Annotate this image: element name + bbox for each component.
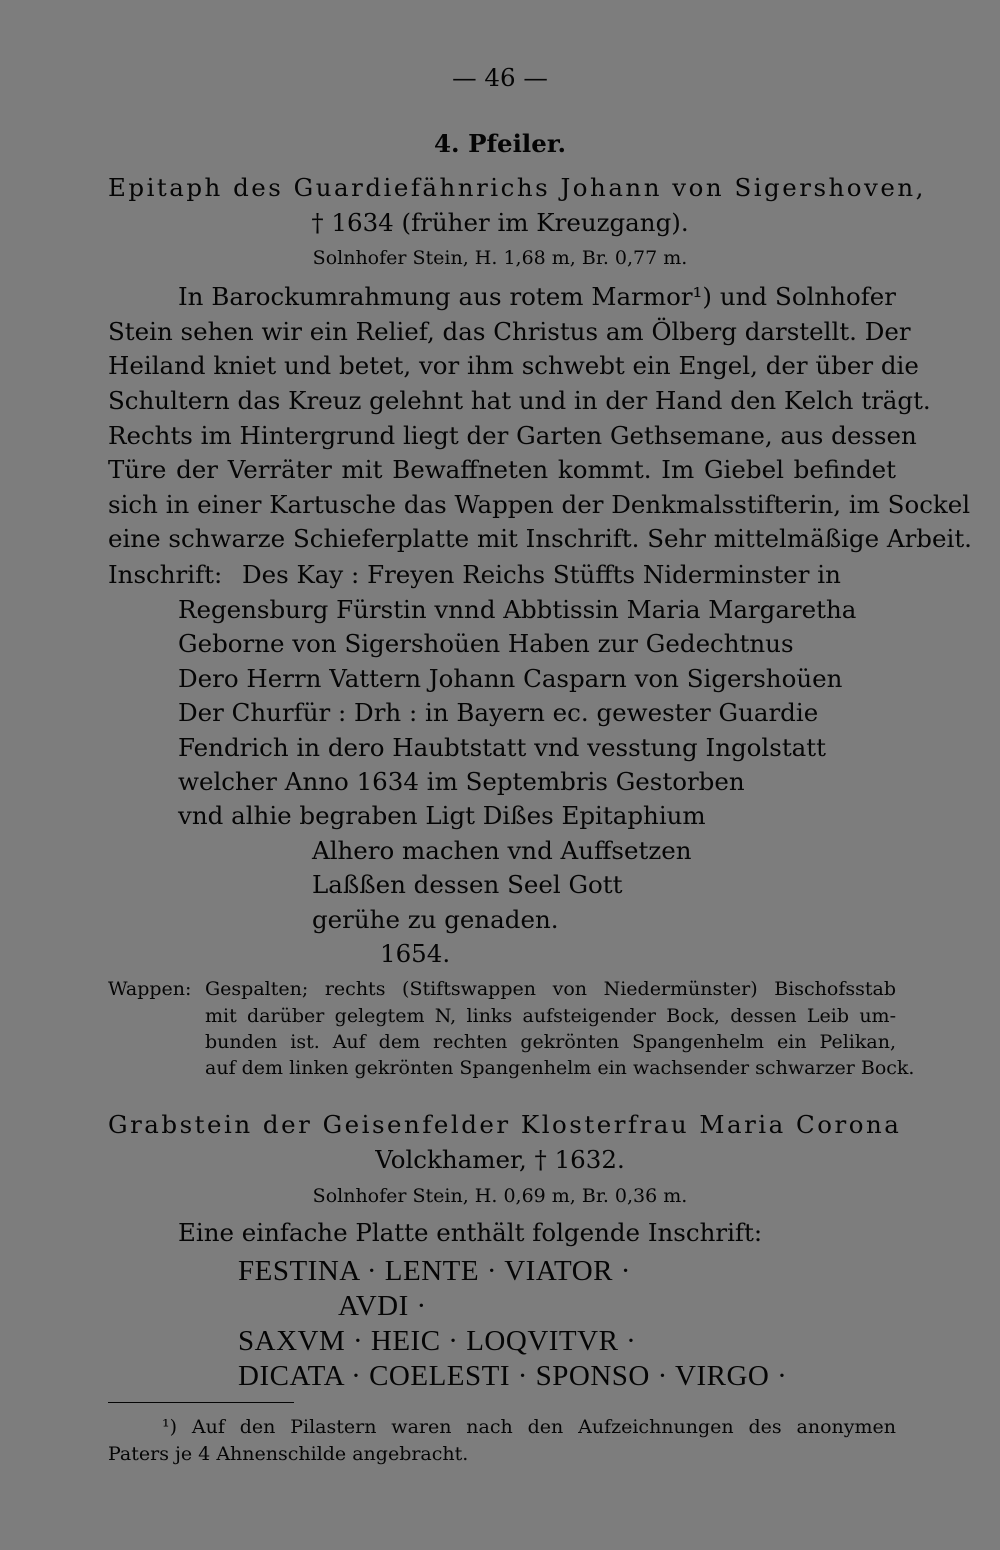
epitaph-description-line: sich in einer Kartusche das Wappen der Denkmalsstifterin, im Sockel	[108, 490, 971, 519]
inscription-line: 1654.	[380, 939, 451, 968]
inscription-line: Des Kay : Freyen Reichs Stüffts Niderminster in	[242, 560, 841, 589]
epitaph-description-line: Rechts im Hintergrund liegt der Garten Gethsemane, aus dessen	[108, 421, 917, 450]
epitaph-description-line: Schultern das Kreuz gelehnt hat und in der Hand den Kelch trägt.	[108, 386, 931, 415]
epitaph-description-line: Stein sehen wir ein Relief, das Christus am Ölberg darstellt. Der	[108, 317, 911, 346]
arms-line: mit darüber gelegtem N, links aufsteigender Bock, dessen Leib um-	[205, 1005, 896, 1027]
arms-line: Gespalten; rechts (Stiftswappen von Niedermünster) Bischofsstab	[205, 978, 896, 1000]
epitaph-description-line: eine schwarze Schieferplatte mit Inschrift. Sehr mittelmäßige Arbeit.	[108, 524, 972, 553]
inscription-line: Regensburg Fürstin vnnd Abbtissin Maria Margaretha	[178, 595, 857, 624]
inscription-line: Laßßen dessen Seel Gott	[312, 870, 623, 899]
arms-line: bunden ist. Auf dem rechten gekrönten Spangenhelm ein Pelikan,	[205, 1031, 896, 1053]
inscription-line: welcher Anno 1634 im Septembris Gestorben	[178, 767, 745, 796]
grabstein-title-line-2: Volckhamer, † 1632.	[375, 1145, 625, 1174]
inscription-line: Der Churfür : Drh : in Bayern ec. gewester Guardie	[178, 698, 819, 727]
epitaph-description-line: In Barockumrahmung aus rotem Marmor¹) und Solnhofer	[178, 282, 896, 311]
page-number: — 46 —	[452, 63, 548, 92]
latin-inscription-line: AVDI ·	[338, 1290, 427, 1322]
grabstein-material: Solnhofer Stein, H. 0,69 m, Br. 0,36 m.	[312, 1185, 688, 1207]
inscription-line: gerühe zu genaden.	[312, 905, 559, 934]
inscription-label: Inschrift:	[108, 560, 223, 589]
epitaph-title-line-1: Epitaph des Guardiefähnrichs Johann von Sigershoven,	[108, 173, 926, 202]
footnote-divider	[108, 1402, 294, 1403]
epitaph-description-line: Türe der Verräter mit Bewaffneten kommt. Im Giebel befindet	[108, 455, 896, 484]
inscription-line: Fendrich in dero Haubtstatt vnd vesstung Ingolstatt	[178, 733, 826, 762]
footnote-line-1: ¹) Auf den Pilastern waren nach den Aufzeichnungen des anonymen	[162, 1416, 896, 1438]
footnote-line-2: Paters je 4 Ahnenschilde angebracht.	[108, 1443, 469, 1465]
inscription-line: vnd alhie begraben Ligt Dißes Epitaphium	[178, 801, 706, 830]
latin-inscription-line: FESTINA · LENTE · VIATOR ·	[238, 1255, 631, 1287]
arms-label: Wappen:	[108, 978, 192, 1000]
inscription-line: Alhero machen vnd Auffsetzen	[312, 836, 692, 865]
inscription-line: Dero Herrn Vattern Johann Casparn von Sigershoüen	[178, 664, 843, 693]
latin-inscription-line: SAXVM · HEIC · LOQVITVR ·	[238, 1325, 637, 1357]
grabstein-title-line-1: Grabstein der Geisenfelder Klosterfrau Maria Corona	[108, 1110, 902, 1139]
latin-inscription-line: DICATA · COELESTI · SPONSO · VIRGO ·	[238, 1360, 788, 1392]
arms-line: auf dem linken gekrönten Spangenhelm ein wachsender schwarzer Bock.	[205, 1057, 915, 1079]
epitaph-title-line-2: † 1634 (früher im Kreuzgang).	[311, 208, 689, 237]
inscription-line: Geborne von Sigershoüen Haben zur Gedechtnus	[178, 629, 794, 658]
epitaph-description-line: Heiland kniet und betet, vor ihm schwebt ein Engel, der über die	[108, 351, 919, 380]
section-heading: 4. Pfeiler.	[433, 129, 567, 158]
grabstein-intro: Eine einfache Platte enthält folgende Inschrift:	[178, 1218, 763, 1247]
epitaph-material: Solnhofer Stein, H. 1,68 m, Br. 0,77 m.	[312, 247, 688, 269]
